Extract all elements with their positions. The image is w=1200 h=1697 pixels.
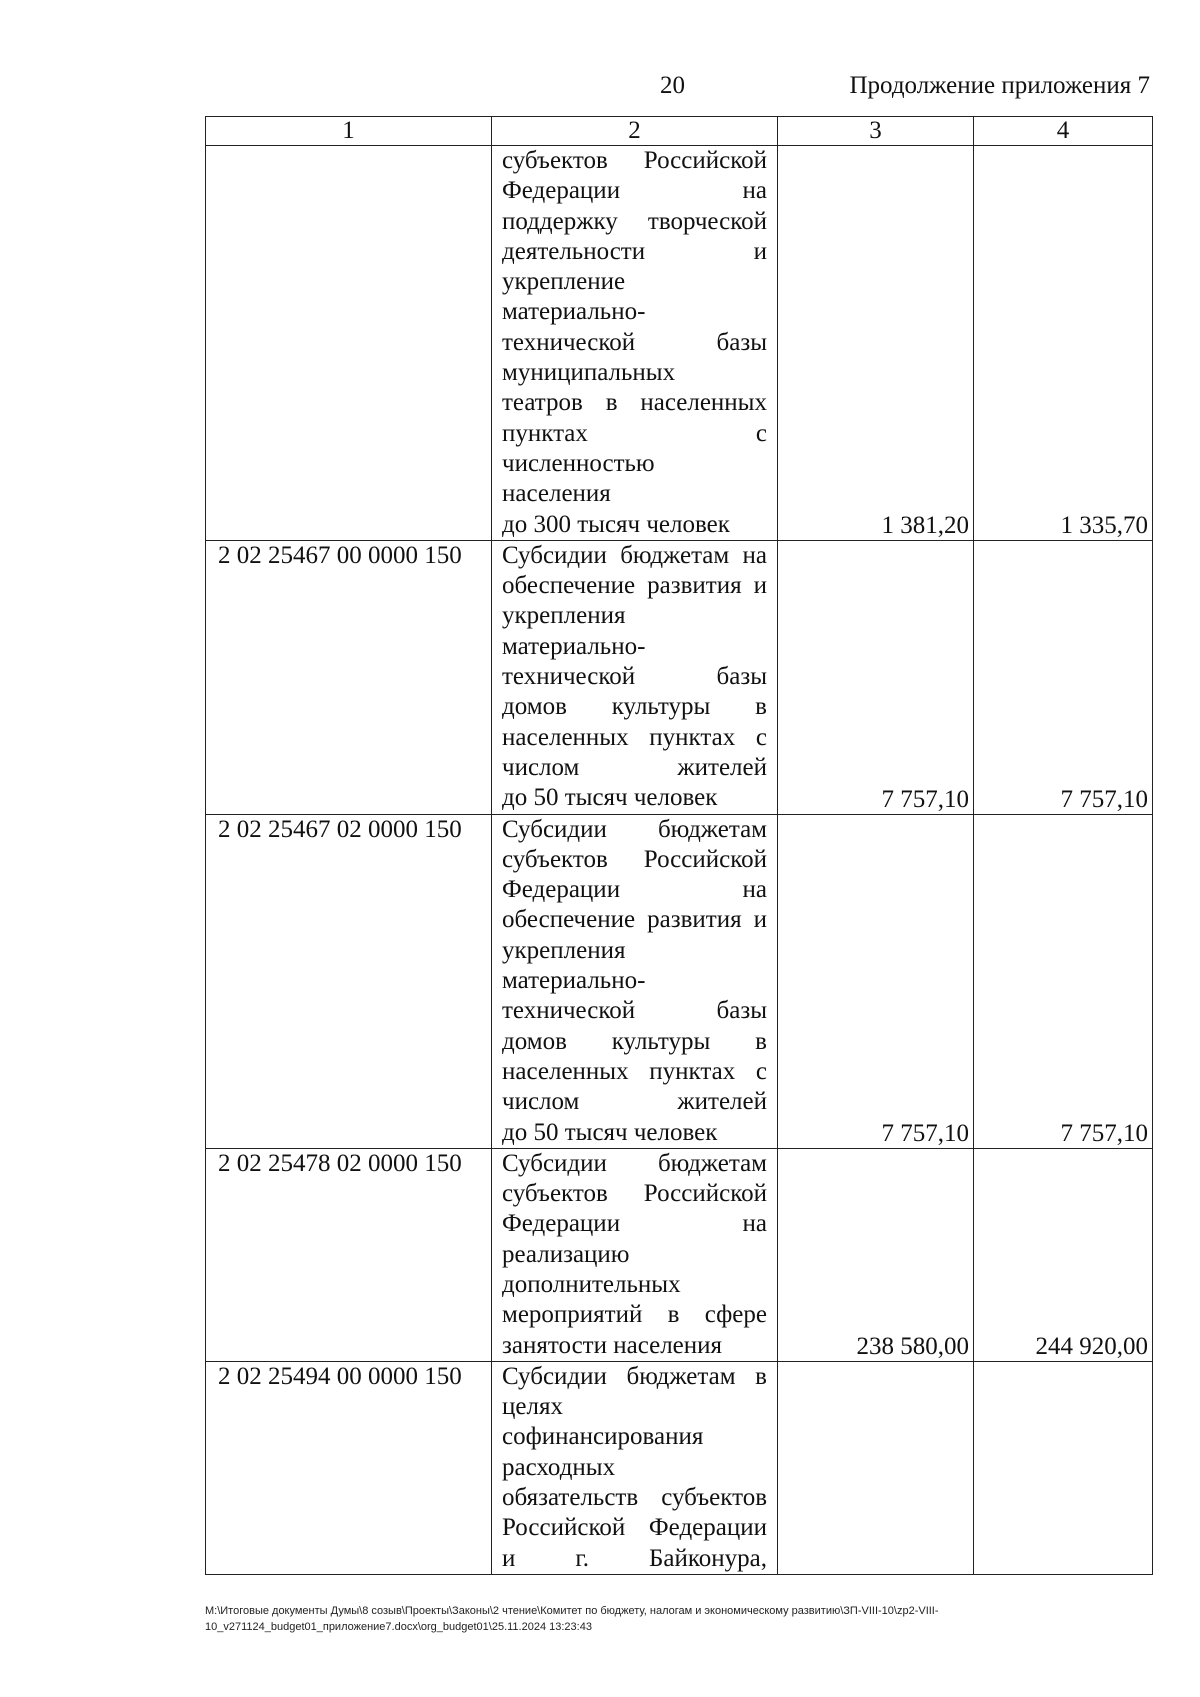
amount-cell-col4: 244 920,00 bbox=[974, 1148, 1153, 1361]
description-line: реализацию bbox=[502, 1240, 630, 1268]
description-line: технической базы bbox=[502, 997, 767, 1025]
description-line: Российской Федерации bbox=[502, 1514, 767, 1542]
description-line: до 50 тысяч человек bbox=[502, 784, 718, 812]
description-line: укрепления bbox=[502, 602, 626, 630]
budget-table bbox=[205, 116, 1153, 1575]
description-line: технической базы bbox=[502, 328, 767, 356]
amount-cell-col3 bbox=[778, 1361, 974, 1574]
table-row bbox=[206, 540, 1153, 814]
description-line: поддержку творческой bbox=[502, 207, 767, 235]
description-cell bbox=[492, 1361, 778, 1574]
table-row bbox=[206, 146, 1153, 541]
amount-cell-col3: 7 757,10 bbox=[778, 814, 974, 1148]
description-line: субъектов Российской bbox=[502, 147, 767, 174]
description-line: Субсидии бюджетам bbox=[502, 815, 767, 843]
amount-cell-col3: 7 757,10 bbox=[778, 540, 974, 814]
description-line: материально- bbox=[502, 298, 646, 326]
description-line: Федерации на bbox=[502, 876, 767, 904]
description-line: театров в населенных bbox=[502, 389, 767, 417]
amount-cell-col4: 7 757,10 bbox=[974, 814, 1153, 1148]
description-line: субъектов Российской bbox=[502, 845, 767, 873]
description-line: мероприятий в сфере bbox=[502, 1301, 767, 1329]
description-line: Субсидии бюджетам на bbox=[502, 541, 767, 569]
file-path-line: 10_v271124_budget01_приложение7.docx\org_budget01\25.11.2024 13:23:43 bbox=[205, 1621, 592, 1633]
description-line: Субсидии бюджетам в bbox=[502, 1362, 767, 1390]
description-line: материально- bbox=[502, 632, 646, 660]
description-line: численностью bbox=[502, 449, 655, 477]
description-line: домов культуры в bbox=[502, 693, 767, 721]
description-line: числом жителей bbox=[502, 1088, 767, 1116]
description-line: материально- bbox=[502, 967, 646, 995]
file-path-line: M:\Итоговые документы Думы\8 созыв\Проекты\Законы\2 чтение\Комитет по бюджету, налогам и экономическому развитию\ЗП-VIII-10\zp2-VIII- bbox=[205, 1605, 939, 1617]
description-line: технической базы bbox=[502, 663, 767, 691]
description-line: населения bbox=[502, 480, 611, 508]
budget-code-cell: 2 02 25494 00 0000 150 bbox=[206, 1361, 492, 1574]
budget-code-cell bbox=[206, 146, 492, 541]
description-line: пунктах с bbox=[502, 419, 767, 447]
description-cell bbox=[492, 1148, 778, 1361]
amount-cell-col3: 238 580,00 bbox=[778, 1148, 974, 1361]
description-line: муниципальных bbox=[502, 359, 676, 387]
description-line: до 300 тысяч человек bbox=[502, 510, 730, 538]
amount-cell-col4: 7 757,10 bbox=[974, 540, 1153, 814]
description-line: Федерации на bbox=[502, 177, 767, 205]
description-line: домов культуры в bbox=[502, 1027, 767, 1055]
description-cell bbox=[492, 146, 778, 541]
table-row bbox=[206, 1148, 1153, 1361]
budget-code-cell: 2 02 25467 02 0000 150 bbox=[206, 814, 492, 1148]
amount-cell-col4: 1 335,70 bbox=[974, 146, 1153, 541]
description-line: субъектов Российской bbox=[502, 1180, 767, 1208]
column-header: 3 bbox=[778, 117, 974, 146]
description-line: занятости населения bbox=[502, 1331, 723, 1359]
description-line: дополнительных bbox=[502, 1270, 681, 1298]
description-cell bbox=[492, 540, 778, 814]
description-line: до 50 тысяч человек bbox=[502, 1118, 718, 1146]
description-line: населенных пунктах с bbox=[502, 1057, 767, 1085]
description-line: расходных bbox=[502, 1453, 616, 1481]
amount-cell-col3: 1 381,20 bbox=[778, 146, 974, 541]
file-path-footer bbox=[205, 1603, 1155, 1635]
column-header: 1 bbox=[206, 117, 492, 146]
appendix-continuation-label: Продолжение приложения 7 bbox=[849, 72, 1150, 99]
description-line: деятельности и bbox=[502, 237, 767, 265]
description-line: укрепление bbox=[502, 268, 626, 296]
column-header-row bbox=[206, 117, 1153, 146]
description-line: обеспечение развития и bbox=[502, 572, 767, 600]
description-line: обеспечение развития и bbox=[502, 906, 767, 934]
column-header: 4 bbox=[974, 117, 1153, 146]
description-line: Субсидии бюджетам bbox=[502, 1149, 767, 1177]
description-line: числом жителей bbox=[502, 753, 767, 781]
budget-code-cell: 2 02 25478 02 0000 150 bbox=[206, 1148, 492, 1361]
description-line: укрепления bbox=[502, 936, 626, 964]
description-line: обязательств субъектов bbox=[502, 1484, 767, 1512]
description-line: населенных пунктах с bbox=[502, 723, 767, 751]
page-number: 20 bbox=[660, 72, 685, 99]
description-line: софинансирования bbox=[502, 1423, 704, 1451]
amount-cell-col4 bbox=[974, 1361, 1153, 1574]
table-row bbox=[206, 1361, 1153, 1574]
description-line: и г. Байконура, bbox=[502, 1544, 767, 1572]
description-line: целях bbox=[502, 1393, 563, 1421]
table-row bbox=[206, 814, 1153, 1148]
budget-table-body bbox=[206, 117, 1153, 1575]
description-cell bbox=[492, 814, 778, 1148]
column-header: 2 bbox=[492, 117, 778, 146]
budget-code-cell: 2 02 25467 00 0000 150 bbox=[206, 540, 492, 814]
description-line: Федерации на bbox=[502, 1210, 767, 1238]
